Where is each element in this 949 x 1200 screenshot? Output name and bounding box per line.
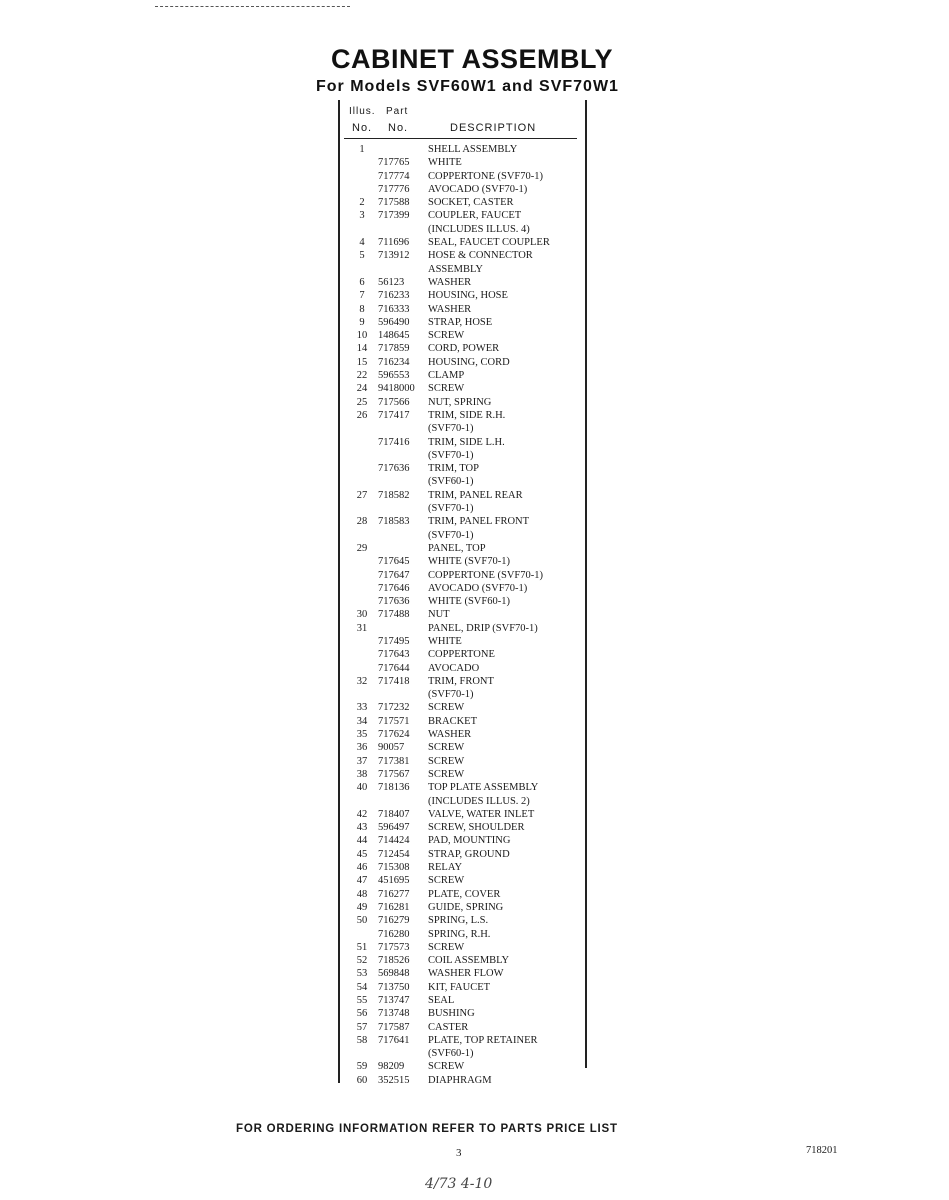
table-row xyxy=(340,967,585,980)
table-row xyxy=(340,316,585,329)
row-part-no: 711696 xyxy=(378,237,410,249)
table-row xyxy=(340,396,585,409)
row-description: AVOCADO (SVF70-1) xyxy=(428,582,528,594)
row-description: COPPERTONE xyxy=(428,649,495,661)
row-illus-no: 36 xyxy=(356,742,368,754)
row-part-no: 713912 xyxy=(378,250,410,262)
row-part-no: 90057 xyxy=(378,742,405,754)
row-illus-no: 59 xyxy=(356,1061,368,1073)
row-description: (SVF70-1) xyxy=(428,423,474,435)
row-illus-no: 58 xyxy=(356,1034,368,1046)
row-description: SCREW, SHOULDER xyxy=(428,822,525,834)
table-row xyxy=(340,901,585,914)
row-part-no: 98209 xyxy=(378,1061,405,1073)
row-illus-no: 37 xyxy=(356,755,368,767)
row-description: TRIM, PANEL REAR xyxy=(428,489,523,501)
row-illus-no: 60 xyxy=(356,1074,368,1086)
row-illus-no: 55 xyxy=(356,995,368,1006)
row-description: SHELL ASSEMBLY xyxy=(428,144,518,155)
row-part-no: 352515 xyxy=(378,1074,410,1086)
table-row xyxy=(340,1074,585,1087)
row-description: TRIM, PANEL FRONT xyxy=(428,516,530,528)
handwritten-note: 4/73 4-10 xyxy=(425,1176,493,1192)
row-description: PANEL, DRIP (SVF70-1) xyxy=(428,622,538,634)
row-description: SCREW xyxy=(428,742,465,754)
row-description: (SVF70-1) xyxy=(428,449,474,461)
page-number: 3 xyxy=(456,1147,462,1159)
row-description: SCREW xyxy=(428,1061,465,1073)
table-row xyxy=(340,755,585,768)
row-part-no: 451695 xyxy=(378,875,410,887)
row-part-no: 716277 xyxy=(378,888,410,900)
row-illus-no: 57 xyxy=(356,1021,368,1033)
row-part-no: 718136 xyxy=(378,782,410,794)
row-part-no: 717774 xyxy=(378,170,410,182)
row-part-no: 718526 xyxy=(378,955,410,967)
row-part-no: 717567 xyxy=(378,768,410,780)
table-row xyxy=(340,209,585,222)
row-description: HOSE & CONNECTOR xyxy=(428,250,533,262)
row-part-no: 717381 xyxy=(378,755,410,767)
row-description: CORD, POWER xyxy=(428,343,500,355)
row-description: CASTER xyxy=(428,1021,469,1033)
row-part-no: 717232 xyxy=(378,702,410,714)
table-row xyxy=(340,834,585,847)
row-illus-no: 42 xyxy=(356,808,368,820)
row-illus-no: 31 xyxy=(356,622,368,634)
row-part-no: 717859 xyxy=(378,343,410,355)
row-illus-no: 24 xyxy=(356,383,368,395)
table-row xyxy=(340,489,585,502)
row-illus-no: 22 xyxy=(356,370,368,382)
table-row xyxy=(340,662,585,675)
row-illus-no: 33 xyxy=(356,702,368,714)
table-row xyxy=(340,475,585,488)
row-description: WHITE (SVF70-1) xyxy=(428,556,510,568)
table-row xyxy=(340,303,585,316)
row-description: WHITE (SVF60-1) xyxy=(428,596,510,608)
row-part-no: 717588 xyxy=(378,197,410,209)
table-row xyxy=(340,715,585,728)
row-part-no: 717645 xyxy=(378,556,410,568)
row-part-no: 717641 xyxy=(378,1034,410,1046)
table-row xyxy=(340,170,585,183)
row-part-no: 718582 xyxy=(378,489,410,501)
scan-artifact-line xyxy=(155,6,350,9)
column-header-part-no: No. xyxy=(388,122,409,134)
row-part-no: 717571 xyxy=(378,715,410,727)
row-illus-no: 1 xyxy=(359,144,365,155)
row-description: HOUSING, HOSE xyxy=(428,290,508,302)
table-row xyxy=(340,196,585,209)
row-description: WHITE xyxy=(428,157,462,169)
row-illus-no: 45 xyxy=(356,848,368,860)
row-part-no: 714424 xyxy=(378,835,410,847)
table-row xyxy=(340,436,585,449)
row-illus-no: 10 xyxy=(356,330,368,342)
header-divider xyxy=(344,138,577,139)
row-part-no: 713747 xyxy=(378,995,410,1006)
row-part-no: 717399 xyxy=(378,210,410,222)
table-row xyxy=(340,741,585,754)
table-row xyxy=(340,342,585,355)
row-part-no: 569848 xyxy=(378,968,410,980)
table-row xyxy=(340,848,585,861)
table-row xyxy=(340,928,585,941)
table-row xyxy=(340,768,585,781)
table-row xyxy=(340,1007,585,1020)
row-part-no: 717643 xyxy=(378,649,410,661)
row-part-no: 712454 xyxy=(378,848,410,860)
row-part-no: 718583 xyxy=(378,516,410,528)
table-row xyxy=(340,635,585,648)
table-row xyxy=(340,861,585,874)
row-description: WASHER FLOW xyxy=(428,968,504,980)
row-illus-no: 34 xyxy=(356,715,368,727)
table-row xyxy=(340,555,585,568)
row-illus-no: 48 xyxy=(356,888,368,900)
row-illus-no: 15 xyxy=(356,356,368,368)
row-illus-no: 40 xyxy=(356,782,368,794)
row-description: (SVF60-1) xyxy=(428,1048,474,1060)
row-description: (SVF70-1) xyxy=(428,689,474,701)
row-part-no: 717624 xyxy=(378,729,410,741)
row-illus-no: 9 xyxy=(359,316,365,328)
row-part-no: 148645 xyxy=(378,330,410,342)
row-illus-no: 51 xyxy=(356,941,368,953)
row-description: COIL ASSEMBLY xyxy=(428,955,510,967)
row-part-no: 717573 xyxy=(378,941,410,953)
row-description: COPPERTONE (SVF70-1) xyxy=(428,170,543,182)
row-description: SEAL xyxy=(428,995,455,1006)
column-header-illus-no: No. xyxy=(352,122,373,134)
row-description: COPPERTONE (SVF70-1) xyxy=(428,569,543,581)
row-description: SPRING, L.S. xyxy=(428,915,489,927)
row-description: (SVF70-1) xyxy=(428,503,474,515)
row-description: SCREW xyxy=(428,383,465,395)
table-row xyxy=(340,795,585,808)
row-description: PLATE, TOP RETAINER xyxy=(428,1034,538,1046)
column-header-illus: Illus. xyxy=(349,106,376,117)
table-row xyxy=(340,808,585,821)
table-row xyxy=(340,994,585,1007)
table-row xyxy=(340,821,585,834)
row-illus-no: 27 xyxy=(356,489,368,501)
table-row xyxy=(340,529,585,542)
row-illus-no: 28 xyxy=(356,516,368,528)
table-row xyxy=(340,369,585,382)
row-part-no: 596490 xyxy=(378,316,410,328)
table-row xyxy=(340,289,585,302)
row-description: AVOCADO xyxy=(428,662,480,674)
row-part-no: 717776 xyxy=(378,183,410,195)
row-part-no: 596497 xyxy=(378,822,410,834)
row-description: (SVF60-1) xyxy=(428,476,474,488)
table-row xyxy=(340,263,585,276)
table-row xyxy=(340,515,585,528)
row-part-no: 716279 xyxy=(378,915,410,927)
row-description: TRIM, SIDE R.H. xyxy=(428,409,506,421)
row-description: GUIDE, SPRING xyxy=(428,901,504,913)
row-description: AVOCADO (SVF70-1) xyxy=(428,183,528,195)
table-row xyxy=(340,888,585,901)
row-illus-no: 47 xyxy=(356,875,368,887)
row-description: WASHER xyxy=(428,303,472,315)
row-part-no: 716233 xyxy=(378,290,410,302)
row-part-no: 717566 xyxy=(378,396,410,408)
table-row xyxy=(340,156,585,169)
row-description: DIAPHRAGM xyxy=(428,1074,492,1086)
table-row xyxy=(340,143,585,156)
row-description: SPRING, R.H. xyxy=(428,928,491,940)
row-part-no: 716234 xyxy=(378,356,410,368)
column-header-description: DESCRIPTION xyxy=(450,122,537,134)
row-description: SCREW xyxy=(428,702,465,714)
table-row xyxy=(340,608,585,621)
table-row xyxy=(340,382,585,395)
row-illus-no: 54 xyxy=(356,981,368,993)
page-title: CABINET ASSEMBLY xyxy=(331,44,614,74)
row-description: RELAY xyxy=(428,862,463,874)
row-description: ASSEMBLY xyxy=(428,263,483,275)
parts-table-body xyxy=(340,143,585,1087)
table-row xyxy=(340,329,585,342)
table-row xyxy=(340,462,585,475)
table-row xyxy=(340,914,585,927)
table-row xyxy=(340,648,585,661)
row-description: SCREW xyxy=(428,941,465,953)
row-description: STRAP, GROUND xyxy=(428,848,510,860)
row-part-no: 717647 xyxy=(378,569,410,581)
row-illus-no: 3 xyxy=(359,210,365,222)
table-row xyxy=(340,449,585,462)
table-row xyxy=(340,701,585,714)
row-illus-no: 50 xyxy=(356,915,368,927)
row-description: KIT, FAUCET xyxy=(428,981,491,993)
row-illus-no: 35 xyxy=(356,729,368,741)
row-illus-no: 43 xyxy=(356,822,368,834)
row-description: BUSHING xyxy=(428,1008,475,1020)
table-row xyxy=(340,874,585,887)
row-description: BRACKET xyxy=(428,715,478,727)
table-row xyxy=(340,595,585,608)
table-row xyxy=(340,1047,585,1060)
row-description: PAD, MOUNTING xyxy=(428,835,511,847)
table-row xyxy=(340,688,585,701)
row-part-no: 717417 xyxy=(378,409,410,421)
row-part-no: 717418 xyxy=(378,675,410,687)
row-description: PANEL, TOP xyxy=(428,542,486,554)
row-illus-no: 4 xyxy=(359,237,365,249)
row-illus-no: 29 xyxy=(356,542,368,554)
table-row xyxy=(340,502,585,515)
row-illus-no: 30 xyxy=(356,609,368,621)
row-part-no: 716281 xyxy=(378,901,410,913)
row-description: COUPLER, FAUCET xyxy=(428,210,522,222)
table-row xyxy=(340,781,585,794)
row-description: STRAP, HOSE xyxy=(428,316,493,328)
row-part-no: 717646 xyxy=(378,582,410,594)
table-row xyxy=(340,236,585,249)
row-part-no: 717765 xyxy=(378,157,410,169)
row-illus-no: 8 xyxy=(359,303,365,315)
table-row xyxy=(340,981,585,994)
table-row xyxy=(340,249,585,262)
row-description: SCREW xyxy=(428,330,465,342)
table-row xyxy=(340,409,585,422)
row-description: TOP PLATE ASSEMBLY xyxy=(428,782,539,794)
row-part-no: 717644 xyxy=(378,662,410,674)
row-part-no: 596553 xyxy=(378,370,410,382)
row-description: (INCLUDES ILLUS. 4) xyxy=(428,223,530,235)
row-illus-no: 53 xyxy=(356,968,368,980)
table-row xyxy=(340,276,585,289)
row-illus-no: 14 xyxy=(356,343,368,355)
column-header-part: Part xyxy=(386,106,409,117)
table-row xyxy=(340,622,585,635)
row-illus-no: 2 xyxy=(359,197,365,209)
row-part-no: 713748 xyxy=(378,1008,410,1020)
row-description: SOCKET, CASTER xyxy=(428,197,514,209)
row-description: NUT, SPRING xyxy=(428,396,492,408)
table-row xyxy=(340,954,585,967)
row-part-no: 56123 xyxy=(378,276,405,288)
row-illus-no: 38 xyxy=(356,768,368,780)
table-row xyxy=(340,582,585,595)
row-description: NUT xyxy=(428,609,450,621)
row-description: WHITE xyxy=(428,635,462,647)
table-row xyxy=(340,1060,585,1073)
table-row xyxy=(340,183,585,196)
table-row xyxy=(340,356,585,369)
row-part-no: 717636 xyxy=(378,463,410,475)
row-illus-no: 56 xyxy=(356,1008,368,1020)
document-number: 718201 xyxy=(806,1145,838,1156)
table-row xyxy=(340,1034,585,1047)
table-row xyxy=(340,569,585,582)
row-illus-no: 44 xyxy=(356,835,368,847)
row-description: SCREW xyxy=(428,768,465,780)
row-description: WASHER xyxy=(428,276,472,288)
table-row xyxy=(340,941,585,954)
table-row xyxy=(340,1021,585,1034)
row-description: CLAMP xyxy=(428,370,465,382)
row-illus-no: 7 xyxy=(359,290,365,302)
row-part-no: 716333 xyxy=(378,303,410,315)
table-row xyxy=(340,542,585,555)
row-description: WASHER xyxy=(428,729,472,741)
ordering-info-footer: FOR ORDERING INFORMATION REFER TO PARTS PRICE LIST xyxy=(236,1123,618,1135)
table-row xyxy=(340,223,585,236)
row-part-no: 718407 xyxy=(378,808,410,820)
row-part-no: 715308 xyxy=(378,862,410,874)
row-description: SCREW xyxy=(428,755,465,767)
row-part-no: 717416 xyxy=(378,436,410,448)
row-part-no: 717636 xyxy=(378,596,410,608)
row-description: TRIM, FRONT xyxy=(428,675,494,687)
row-description: (INCLUDES ILLUS. 2) xyxy=(428,795,530,807)
table-row xyxy=(340,675,585,688)
row-description: SEAL, FAUCET COUPLER xyxy=(428,237,550,249)
table-row xyxy=(340,728,585,741)
page-subtitle: For Models SVF60W1 and SVF70W1 xyxy=(316,78,619,95)
row-description: TRIM, SIDE L.H. xyxy=(428,436,505,448)
row-part-no: 717587 xyxy=(378,1021,410,1033)
row-description: HOUSING, CORD xyxy=(428,356,510,368)
row-illus-no: 6 xyxy=(359,276,365,288)
row-part-no: 716280 xyxy=(378,928,410,940)
table-right-rule xyxy=(585,100,587,1068)
table-row xyxy=(340,422,585,435)
row-description: PLATE, COVER xyxy=(428,888,501,900)
row-illus-no: 25 xyxy=(356,396,368,408)
row-part-no: 9418000 xyxy=(378,383,415,395)
row-part-no: 713750 xyxy=(378,981,410,993)
row-part-no: 717488 xyxy=(378,609,410,621)
row-description: VALVE, WATER INLET xyxy=(428,808,535,820)
row-description: (SVF70-1) xyxy=(428,529,474,541)
row-description: SCREW xyxy=(428,875,465,887)
row-illus-no: 32 xyxy=(356,675,368,687)
row-illus-no: 49 xyxy=(356,901,368,913)
row-part-no: 717495 xyxy=(378,635,410,647)
row-illus-no: 5 xyxy=(359,250,365,262)
row-illus-no: 26 xyxy=(356,409,368,421)
row-illus-no: 46 xyxy=(356,862,368,874)
row-illus-no: 52 xyxy=(356,955,368,967)
row-description: TRIM, TOP xyxy=(428,463,479,475)
